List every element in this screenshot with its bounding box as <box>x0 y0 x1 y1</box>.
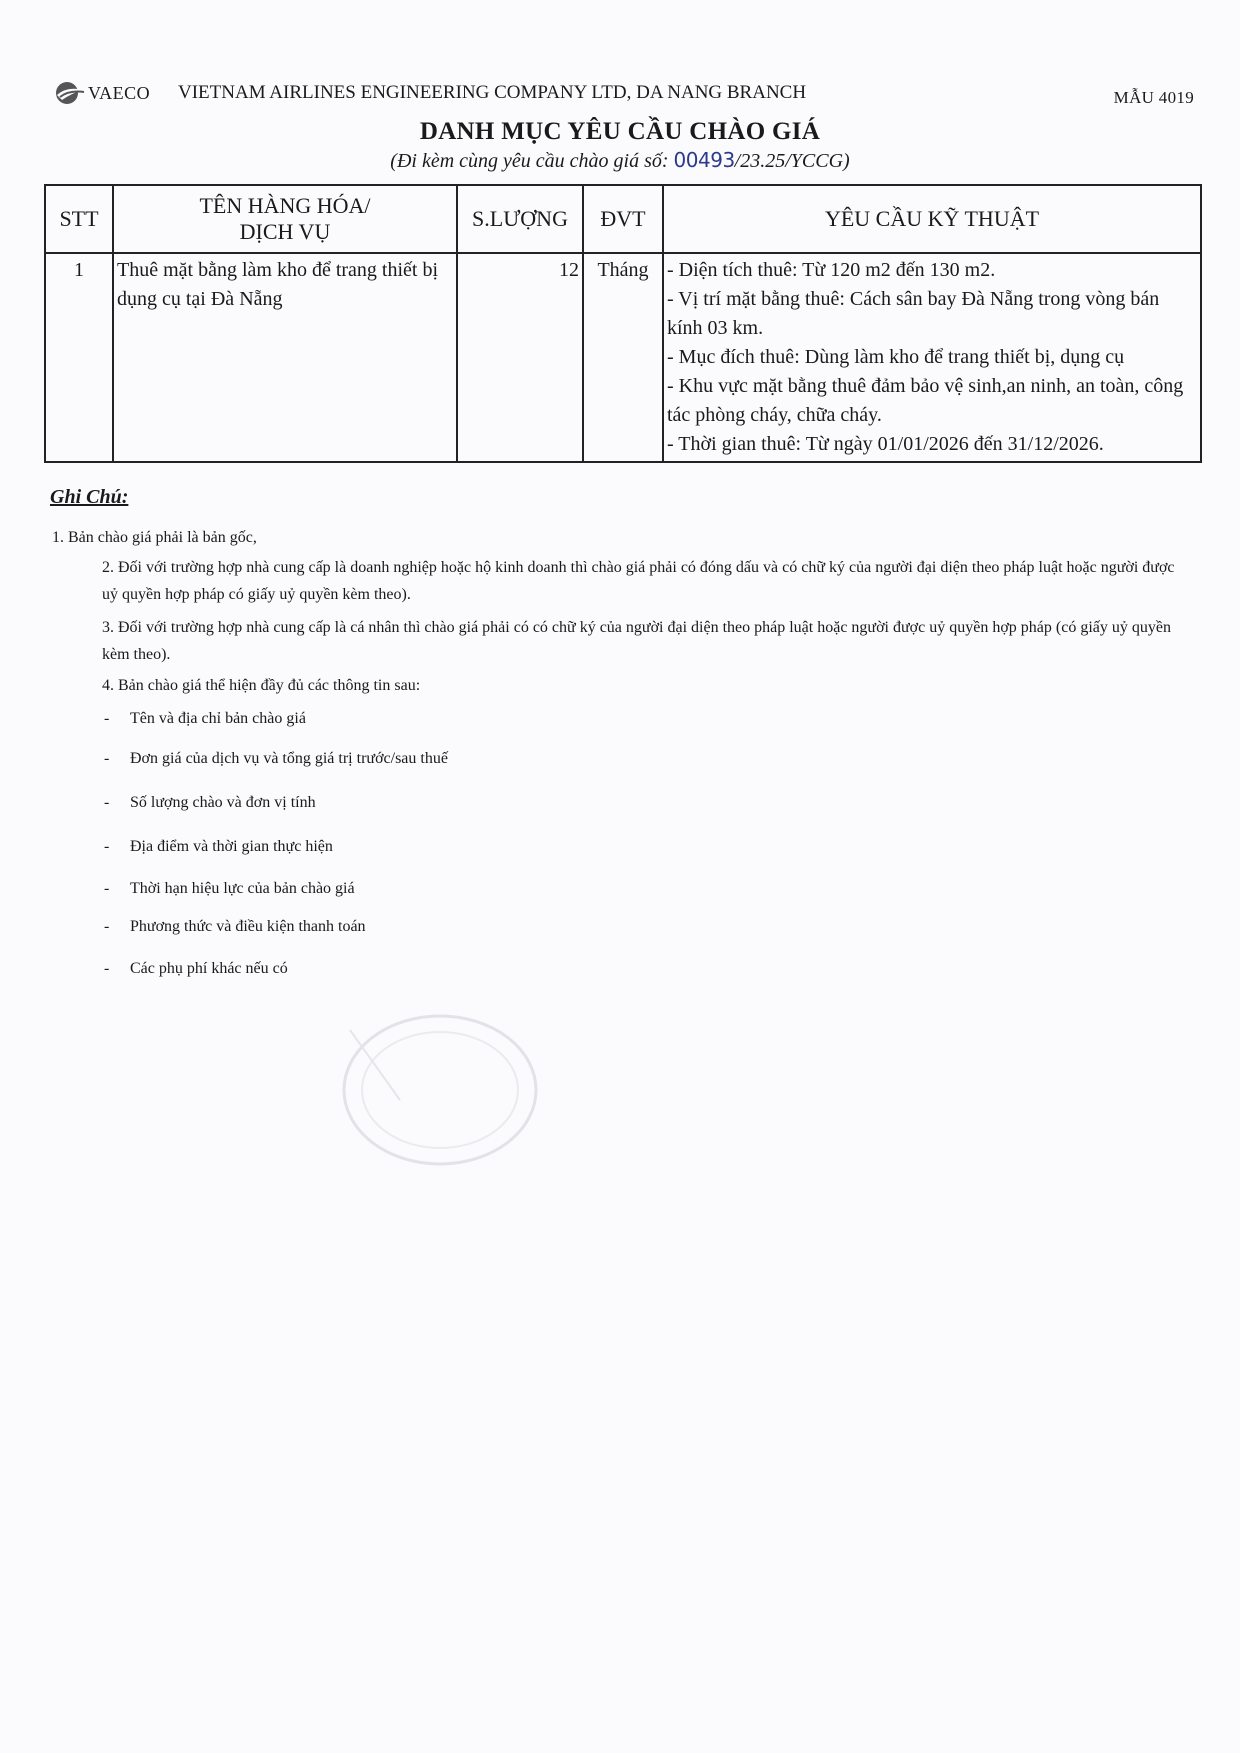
header-stt: STT <box>45 185 113 253</box>
document-header <box>54 80 1194 110</box>
cell-name: Thuê mặt bằng làm kho để trang thiết bị dụng cụ tại Đà Nẵng <box>113 253 457 462</box>
bullet-text: Tên và địa chỉ bản chào giá <box>130 710 306 727</box>
requirement-line: - Thời gian thuê: Từ ngày 01/01/2026 đến 31/12/2026. <box>667 433 1104 455</box>
company-logo <box>54 80 150 106</box>
requirement-line: - Khu vực mặt bằng thuê đảm bảo vệ sinh,an ninh, an toàn, công tác phòng cháy, chữa cháy. <box>667 375 1184 426</box>
requirement-line: - Vị trí mặt bằng thuê: Cách sân bay Đà Nẵng trong vòng bán kính 03 km. <box>667 288 1160 339</box>
list-item: - Thời hạn hiệu lực của bản chào giá <box>104 880 355 897</box>
table-header-row <box>45 185 1201 253</box>
requirement-line: - Diện tích thuê: Từ 120 m2 đến 130 m2. <box>667 259 996 281</box>
cell-stt: 1 <box>45 253 113 462</box>
list-item: - Phương thức và điều kiện thanh toán <box>104 918 366 935</box>
requirement-line: - Mục đích thuê: Dùng làm kho để trang thiết bị, dụng cụ <box>667 346 1125 368</box>
header-qty: S.LƯỢNG <box>457 185 583 253</box>
bullet-text: Thời hạn hiệu lực của bản chào giá <box>130 880 355 897</box>
bullet-text: Phương thức và điều kiện thanh toán <box>130 918 366 935</box>
faded-stamp <box>330 1010 550 1170</box>
request-table <box>44 184 1202 463</box>
list-item: - Các phụ phí khác nếu có <box>104 960 288 977</box>
notes-title: Ghi Chú: <box>50 486 129 508</box>
header-name <box>113 185 457 253</box>
bullet-text: Địa điểm và thời gian thực hiện <box>130 838 333 855</box>
list-item: - Địa điểm và thời gian thực hiện <box>104 838 333 855</box>
header-requirements: YÊU CẦU KỸ THUẬT <box>663 185 1201 253</box>
bullet-text: Đơn giá của dịch vụ và tổng giá trị trước/sau thuế <box>130 750 448 767</box>
bullet-text: Các phụ phí khác nếu có <box>130 960 288 977</box>
subtitle-suffix: /23.25/YCCG) <box>734 150 850 172</box>
request-number-handwritten: 00493 <box>673 148 735 172</box>
table-row <box>45 253 1201 462</box>
subtitle-prefix: (Đi kèm cùng yêu cầu chào giá số: <box>390 150 674 172</box>
note-item: 3. Đối với trường hợp nhà cung cấp là cá nhân thì chào giá phải có có chữ ký của người đại diện theo pháp luật hoặc người được uỷ quyền hợp pháp (có giấy uỷ quyền kèm theo). <box>102 619 1171 663</box>
note-item: 4. Bản chào giá thể hiện đầy đủ các thông tin sau: <box>102 677 421 694</box>
company-name: VIETNAM AIRLINES ENGINEERING COMPANY LTD, DA NANG BRANCH <box>178 82 807 103</box>
bullet-text: Số lượng chào và đơn vị tính <box>130 794 316 811</box>
cell-qty: 12 <box>457 253 583 462</box>
list-item: - Tên và địa chỉ bản chào giá <box>104 710 306 727</box>
document-title: DANH MỤC YÊU CẦU CHÀO GIÁ <box>419 118 821 145</box>
logo-text: VAECO <box>88 82 151 103</box>
cell-requirements <box>663 253 1201 462</box>
header-unit: ĐVT <box>583 185 663 253</box>
cell-unit: Tháng <box>583 253 663 462</box>
document-subtitle <box>0 148 1240 173</box>
vaeco-logo-icon <box>54 80 86 106</box>
list-item: - Số lượng chào và đơn vị tính <box>104 794 316 811</box>
list-item: - Đơn giá của dịch vụ và tổng giá trị trước/sau thuế <box>104 750 448 767</box>
header-name-line1: TÊN HÀNG HÓA/ <box>199 193 371 218</box>
note-item: 2. Đối với trường hợp nhà cung cấp là doanh nghiệp hoặc hộ kinh doanh thì chào giá phải có đóng dấu và có chữ ký của người đại diện theo pháp luật hoặc người được uỷ quyền hợp pháp có giấy uỷ quyền kèm theo). <box>102 559 1175 603</box>
notes-section <box>50 486 1180 509</box>
form-number: MẪU 4019 <box>1113 88 1194 107</box>
header-name-line2: DỊCH VỤ <box>239 219 331 244</box>
note-item: 1. Bản chào giá phải là bản gốc, <box>52 529 257 546</box>
